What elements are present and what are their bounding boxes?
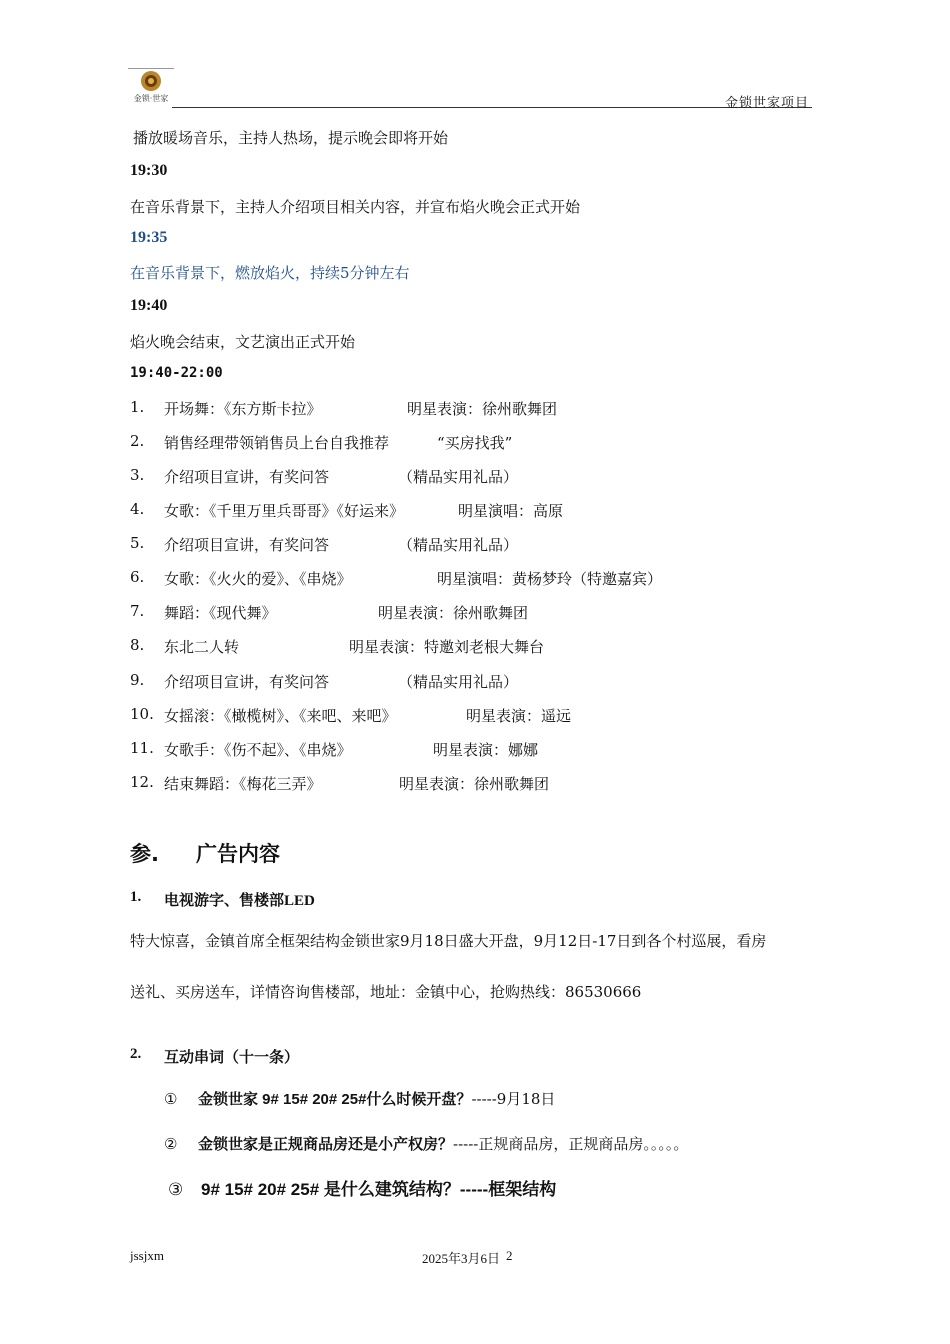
question-1-answer: -----9月18日: [471, 1090, 556, 1108]
circled-number-3: ③: [168, 1180, 184, 1200]
time-1930: 19:30: [130, 162, 168, 179]
section-title: 广告内容: [196, 842, 280, 866]
item-number: 9.: [130, 671, 145, 689]
question-2-answer: -----正规商品房，正规商品房。。。。。: [453, 1135, 689, 1153]
item-number: 12.: [130, 773, 154, 791]
subsection-2-number: 2.: [130, 1046, 142, 1062]
program-title: 开场舞：《东方斯卡拉》: [164, 400, 322, 418]
circled-number-2: ②: [164, 1135, 178, 1153]
program-item: [130, 636, 144, 654]
program-performer: 明星表演：遥远: [466, 707, 572, 725]
program-title: 结束舞蹈：《梅花三弄》: [164, 775, 322, 793]
program-item: [130, 773, 154, 791]
item-number: 7.: [130, 602, 145, 620]
program-title: 介绍项目宣讲，有奖问答: [164, 536, 330, 554]
subsection-2-title: 互动串词（十一条）: [164, 1050, 300, 1066]
item-number: 1.: [130, 398, 145, 416]
header-title: 金锁世家项目: [725, 96, 810, 111]
program-title: 女歌：《千里万里兵哥哥》《好运来》: [164, 502, 405, 520]
program-title: 女摇滚：《橄榄树》、《来吧、来吧》: [164, 707, 397, 725]
item-number: 6.: [130, 568, 145, 586]
ad-text-line-2: 送礼、买房送车，详情咨询售楼部，地址：金镇中心，抢购热线：86530666: [130, 983, 642, 1001]
desc-1935: 在音乐背景下，燃放焰火，持续5分钟左右: [130, 264, 410, 282]
page-number: 2: [506, 1248, 513, 1263]
time-1940: 19:40: [130, 297, 168, 314]
program-performer: 明星表演：特邀刘老根大舞台: [349, 638, 545, 656]
program-performer: （精品实用礼品）: [398, 673, 519, 691]
footer-date: 2025年3月6日: [422, 1251, 501, 1266]
section-number: 参.: [130, 842, 159, 866]
question-2: [164, 1133, 688, 1154]
program-title: 销售经理带领销售员上台自我推荐: [164, 434, 390, 452]
logo-lettering: 金锁·世家: [133, 94, 169, 103]
desc-1930: 在音乐背景下，主持人介绍项目相关内容，并宣布焰火晚会正式开始: [130, 198, 581, 216]
program-performer: 明星演唱：高原: [458, 502, 564, 520]
program-item: [130, 671, 144, 689]
program-item: [130, 739, 154, 757]
circled-number-1: ①: [164, 1090, 178, 1108]
subsection-1-title: 电视游字、售楼部LED: [164, 893, 315, 909]
question-3: [168, 1175, 556, 1200]
program-item: [130, 466, 144, 484]
program-performer: “买房找我”: [437, 434, 513, 452]
program-performer: （精品实用礼品）: [398, 468, 519, 486]
program-item: [130, 705, 154, 723]
footer-left: jssjxm: [130, 1248, 164, 1263]
program-item: [130, 398, 144, 416]
program-title: 女歌手：《伤不起》、《串烧》: [164, 741, 352, 759]
program-title: 介绍项目宣讲，有奖问答: [164, 468, 330, 486]
time-range: 19:40-22:00: [130, 365, 223, 381]
schedule-intro: 播放暖场音乐，主持人热场，提示晚会即将开始: [133, 129, 449, 147]
question-3-text: 9# 15# 20# 25# 是什么建筑结构？-----框架结构: [201, 1180, 557, 1199]
item-number: 3.: [130, 466, 145, 484]
program-item: [130, 500, 144, 518]
item-number: 10.: [130, 705, 154, 723]
logo-rule: [128, 68, 174, 69]
item-number: 4.: [130, 500, 145, 518]
program-item: [130, 602, 144, 620]
company-logo: [128, 68, 174, 106]
program-performer: 明星表演：徐州歌舞团: [399, 775, 550, 793]
ad-text-line-1: 特大惊喜，金镇首席全框架结构金锁世家9月18日盛大开盘，9月12日-17日到各个村巡展，看房: [130, 932, 767, 950]
item-number: 11.: [130, 739, 154, 757]
time-1935: 19:35: [130, 229, 168, 246]
question-1: [164, 1088, 555, 1109]
item-number: 5.: [130, 534, 145, 552]
subsection-1-number: 1.: [130, 889, 142, 905]
program-title: 介绍项目宣讲，有奖问答: [164, 673, 330, 691]
question-2-text: 金锁世家是正规商品房还是小产权房？: [198, 1136, 454, 1153]
item-number: 8.: [130, 636, 145, 654]
program-performer: 明星表演：徐州歌舞团: [378, 604, 529, 622]
desc-1940: 焰火晚会结束，文艺演出正式开始: [130, 333, 356, 351]
program-performer: 明星表演：娜娜: [433, 741, 539, 759]
program-item: [130, 534, 144, 552]
item-number: 2.: [130, 432, 145, 450]
program-performer: 明星演唱：黄杨梦玲（特邀嘉宾）: [437, 570, 663, 588]
program-title: 女歌：《火火的爱》、《串烧》: [164, 570, 352, 588]
program-title: 舞蹈：《现代舞》: [164, 604, 277, 622]
program-performer: 明星表演：徐州歌舞团: [407, 400, 558, 418]
program-item: [130, 568, 144, 586]
question-1-text: 金锁世家 9# 15# 20# 25#什么时候开盘？: [198, 1091, 472, 1108]
header-rule: [172, 107, 812, 108]
program-item: [130, 432, 144, 450]
program-title: 东北二人转: [164, 638, 240, 656]
program-performer: （精品实用礼品）: [398, 536, 519, 554]
